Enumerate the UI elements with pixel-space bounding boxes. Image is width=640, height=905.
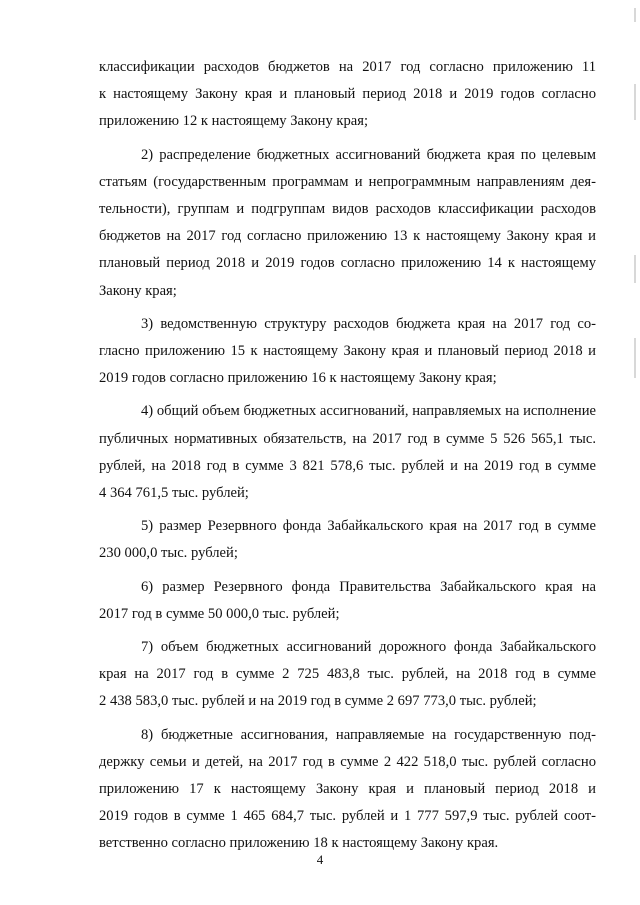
document-body	[99, 54, 596, 858]
text-line: классификации расходов бюджетов на 2017 год согласно приложению 11	[99, 59, 596, 75]
paragraph-8	[99, 722, 596, 858]
page-number: 4	[316, 852, 324, 867]
paragraph-2	[99, 142, 596, 305]
text-line: плановый период 2018 и 2019 годов согласно приложению 14 к настоящему	[99, 255, 596, 272]
text-line: 3) ведомственную структуру расходов бюджета края на 2017 год со-	[141, 315, 596, 332]
paragraph-7	[99, 634, 596, 716]
paragraph-3	[99, 311, 596, 393]
text-line: 2) распределение бюджетных ассигнований бюджета края по целевым	[141, 146, 596, 163]
text-line: публичных нормативных обязательств, на 2017 год в сумме 5 526 565,1 тыс.	[99, 430, 596, 447]
text-line: 7) объем бюджетных ассигнований дорожного фонда Забайкальского	[141, 639, 596, 656]
text-line: 8) бюджетные ассигнования, направляемые на государственную под-	[141, 726, 596, 743]
scan-mark	[634, 338, 636, 378]
text-line: гласно приложению 15 к настоящему Закону края и плановый период 2018 и	[99, 343, 596, 360]
paragraph-5	[99, 513, 596, 567]
text-line: края на 2017 год в сумме 2 725 483,8 тыс. рублей, на 2018 год в сумме	[99, 666, 596, 683]
text-line: приложению 12 к настоящему Закону края;	[99, 113, 369, 130]
text-line: держку семьи и детей, на 2017 год в сумме 2 422 518,0 тыс. рублей согласно	[99, 753, 596, 770]
text-line: к настоящему Закону края и плановый период 2018 и 2019 годов согласно	[99, 86, 596, 103]
text-line: рублей, на 2018 год в сумме 3 821 578,6 тыс. рублей и на 2019 год в сумме	[99, 457, 596, 474]
text-line: 4 364 761,5 тыс. рублей;	[99, 485, 249, 502]
text-line: 5) размер Резервного фонда Забайкальского края на 2017 год в сумме	[141, 518, 596, 535]
text-line: 4) общий объем бюджетных ассигнований, направляемых на исполнение	[141, 403, 596, 420]
text-line: бюджетов на 2017 год согласно приложению 13 к настоящему Закону края и	[99, 228, 596, 245]
scan-mark	[634, 8, 636, 22]
text-line: 2019 годов в сумме 1 465 684,7 тыс. рублей и 1 777 597,9 тыс. рублей соот-	[99, 808, 596, 825]
paragraph-4	[99, 398, 596, 507]
text-line: статьям (государственным программам и непрограммным направлениям дея-	[99, 173, 596, 190]
text-line: тельности), группам и подгруппам видов расходов классификации расходов	[99, 201, 596, 218]
paragraph-1	[99, 54, 596, 136]
paragraph-6	[99, 574, 596, 628]
text-line: 2 438 583,0 тыс. рублей и на 2019 год в сумме 2 697 773,0 тыс. рублей;	[99, 693, 537, 710]
text-line: приложению 17 к настоящему Закону края и плановый период 2018 и	[99, 781, 596, 798]
scan-mark	[634, 84, 636, 120]
scan-mark	[634, 255, 636, 283]
text-line: ветственно согласно приложению 18 к настоящему Закону края.	[99, 835, 499, 852]
text-line: 230 000,0 тыс. рублей;	[99, 545, 238, 562]
text-line: Закону края;	[99, 282, 177, 299]
text-line: 2017 год в сумме 50 000,0 тыс. рублей;	[99, 605, 340, 622]
text-line: 2019 годов согласно приложению 16 к настоящему Закону края;	[99, 370, 497, 387]
text-line: 6) размер Резервного фонда Правительства Забайкальского края на	[141, 578, 596, 595]
